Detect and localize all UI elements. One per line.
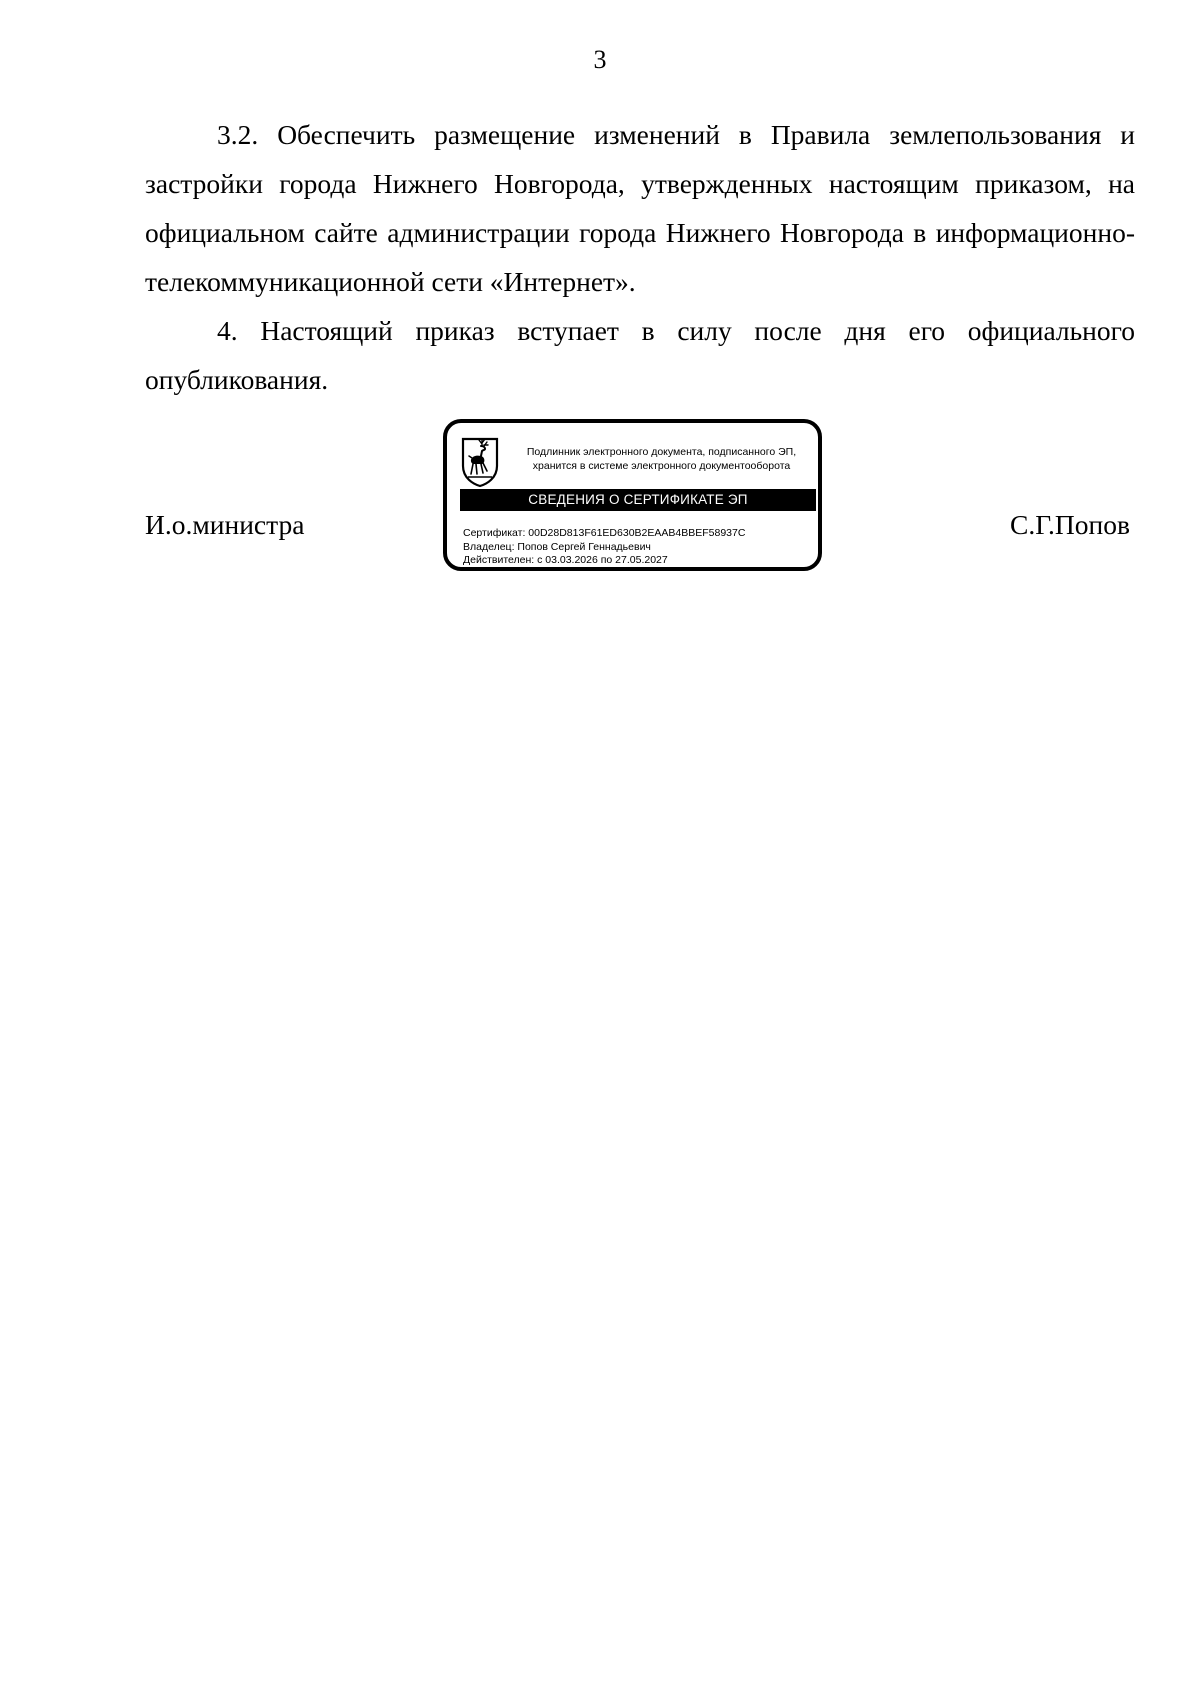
- paragraph-3-2: 3.2. Обеспечить размещение изменений в Правила землепользования и застройки города Нижнего Новгорода, утвержденных настоящим приказом, на официальном сайте администрации города Нижнего Новгорода в информационно-телекоммуникационной сети «Интернет».: [145, 119, 1135, 297]
- electronic-signature-stamp: [443, 419, 822, 571]
- certificate-validity: Действителен: с 03.03.2026 по 27.05.2027: [463, 554, 668, 566]
- document-body: [145, 110, 1135, 404]
- stamp-header-line: Подлинник электронного документа, подписанного ЭП,: [526, 446, 797, 458]
- certificate-owner: Владелец: Попов Сергей Геннадьевич: [463, 540, 651, 553]
- coat-of-arms-deer-icon: [460, 436, 500, 488]
- signatory-position: И.о.министра: [145, 509, 305, 540]
- page-number: 3: [593, 45, 607, 74]
- certificate-details: [463, 527, 813, 568]
- stamp-header: [509, 445, 814, 473]
- signatory-name: С.Г.Попов: [1010, 509, 1130, 540]
- certificate-number: Сертификат: 00D28D813F61ED630B2EAAB4BBEF58937C: [463, 527, 746, 539]
- stamp-title-bar: СВЕДЕНИЯ О СЕРТИФИКАТЕ ЭП: [460, 489, 816, 511]
- stamp-header-line: хранится в системе электронного документооборота: [532, 460, 791, 472]
- paragraph-4: 4. Настоящий приказ вступает в силу после дня его официального опубликования.: [145, 315, 1135, 395]
